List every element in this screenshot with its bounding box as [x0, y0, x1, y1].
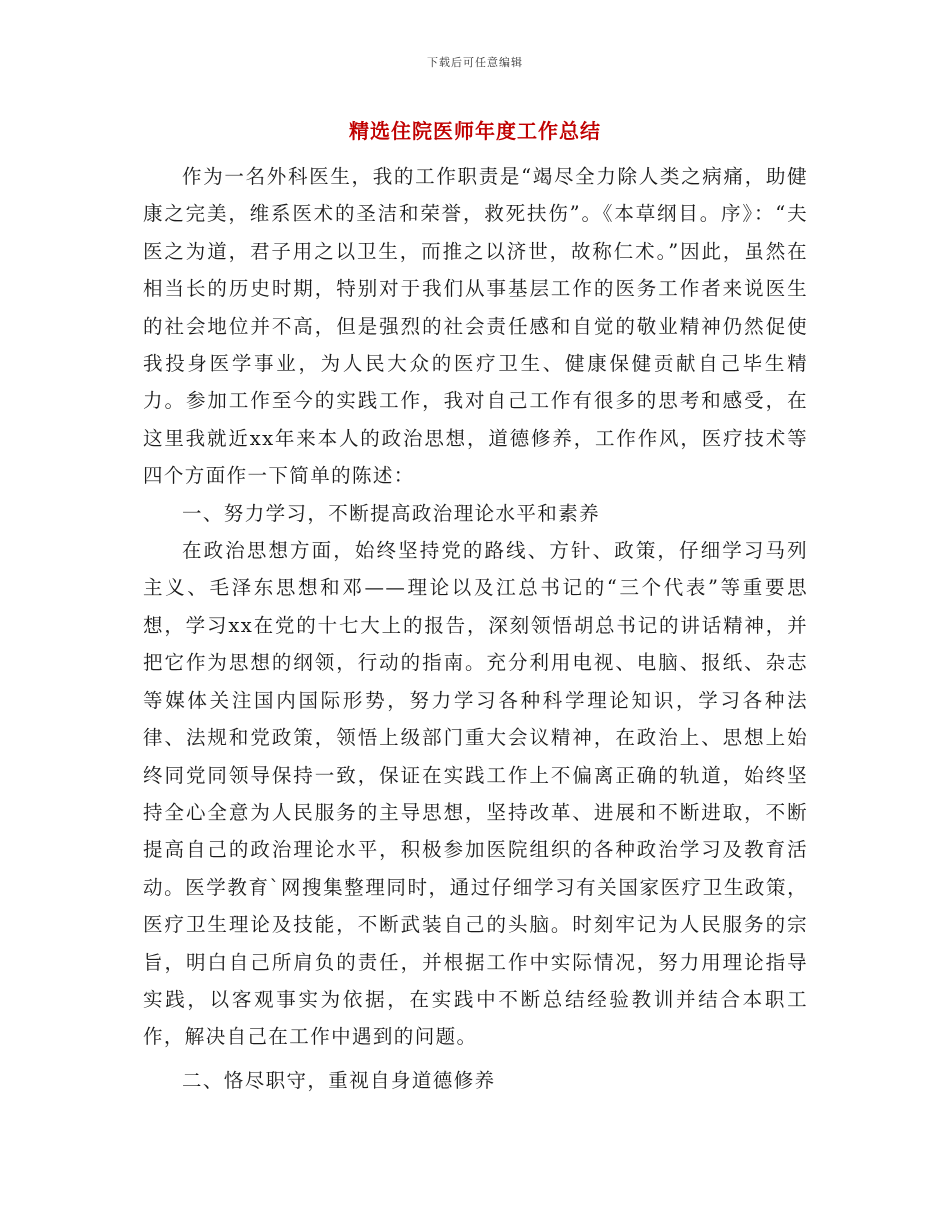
section-1-paragraph: 在政治思想方面，始终坚持党的路线、方针、政策，仔细学习马列主义、毛泽东思想和邓——理论以及江总书记的“三个代表”等重要思想，学习xx在党的十七大上的报告，深刻领悟胡总书记的讲话精神，并把它作为思想的纲领，行动的指南。充分利用电视、电脑、报纸、杂志等媒体关注国内国际形势，努力学习各种科学理论知识，学习各种法律、法规和党政策，领悟上级部门重大会议精神，在政治上、思想上始终同党同领导保持一致，保证在实践工作上不偏离正确的轨道，始终坚持全心全意为人民服务的主导思想，坚持改革、进展和不断进取，不断提高自己的政治理论水平，积极参加医院组织的各种政治学习及教育活动。医学教育`网搜集整理同时，通过仔细学习有关国家医疗卫生政策，医疗卫生理论及技能，不断武装自己的头脑。时刻牢记为人民服务的宗旨，明白自己所肩负的责任，并根据工作中实际情况，努力用理论指导实践，以客观事实为依据，在实践中不断总结经验教训并结合本职工作，解决自己在工作中遇到的问题。 — [143, 539, 808, 1049]
document-title: 精选住院医师年度工作总结 — [349, 119, 601, 143]
intro-paragraph: 作为一名外科医生，我的工作职责是“竭尽全力除人类之病痛，助健康之完美，维系医术的圣洁和荣誉，救死扶伤”。《本草纲目。序》：“夫医之为道，君子用之以卫生，而推之以济世，故称仁术。”因此，虽然在相当长的历史时期，特别对于我们从事基层工作的医务工作者来说医生的社会地位并不高，但是强烈的社会责任感和自觉的敬业精神仍然促使我投身医学事业，为人民大众的医疗卫生、健康保健贡献自己毕生精力。参加工作至今的实践工作，我对自己工作有很多的思考和感受，在这里我就近xx年来本人的政治思想，道德修养，工作作风，医疗技术等四个方面作一下简单的陈述： — [143, 165, 808, 488]
section-heading-2: 二、恪尽职守，重视自身道德修养 — [182, 1068, 496, 1092]
section-heading-1: 一、努力学习，不断提高政治理论水平和素养 — [182, 501, 601, 525]
document-body — [143, 158, 808, 1099]
page-header-note: 下载后可任意编辑 — [427, 56, 523, 69]
